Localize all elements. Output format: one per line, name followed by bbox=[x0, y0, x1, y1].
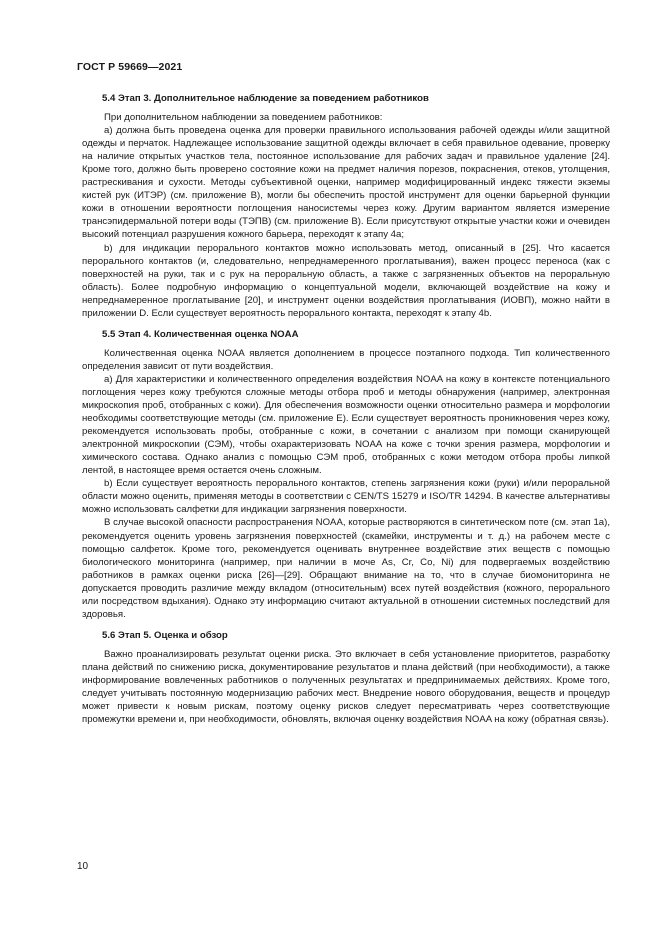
section-heading: 5.5 Этап 4. Количественная оценка NOAA bbox=[102, 328, 299, 340]
document-code: ГОСТ Р 59669—2021 bbox=[77, 61, 183, 73]
paragraph: В случае высокой опасности распространения NOAA, которые растворяются в синтетическом поте (см. этап 1а), рекомендуется оценить уровень загрязнения поверхностей (скамейки, инструменты и т. д.) на рабочем месте с помощью салфеток. Кроме того, рекомендуется оценивать внутреннее воздействие этих веществ с помощью биологического мониторинга (например, при наличии в моче As, Cr, Co, Ni) для подвергаемых воздействию работников в рамках оценки риска [26]—[29]. Обращают внимание на то, что в случае биомониторинга не допускается проводить различие между вкладом (относительным) всех путей воздействия (кожного, перорального или посредством вдыхания). Однако эту информацию считают актуальной в отношении системных последствий для здоровья. bbox=[82, 517, 610, 620]
paragraph: b) Если существует вероятность перорального контактов, степень загрязнения кожи (руки) и/или пероральной области можно оценить, применяя методы в соответствии с CEN/TS 15279 и ISO/TR 14294. В качестве альтернативы можно использовать салфетки для индикации загрязнения поверхности. bbox=[82, 478, 610, 516]
section-heading: 5.6 Этап 5. Оценка и обзор bbox=[102, 629, 228, 641]
paragraph: a) должна быть проведена оценка для проверки правильного использования рабочей одежды и/или защитной одежды и перчаток. Надлежащее использование защитной одежды включает в себя правильное одевание, проверку на наличие открытых участков тела, постоянное использование для рабочих задач и правильное удаление [24]. Кроме того, должно быть проверено состояние кожи на предмет наличия порезов, покраснения, отеков, утолщения, растрескивания и сухости. Методы субъективной оценки, например модифицированный индекс тяжести экземы кистей рук (ИТЭР) (см. приложение В), могли бы обеспечить простой инструмент для оценки барьерной функции кожи в отношении вероятности поглощения наносистемы через кожу. Другим вариантом является измерение трансэпидермальной потери воды (ТЭПВ) (см. приложение В). Если присутствуют открытые участки кожи и очевиден высокий потенциал разрушения кожного барьера, переходят к этапу 4а; bbox=[82, 125, 610, 241]
document-body bbox=[82, 92, 610, 726]
section-5-5 bbox=[82, 328, 610, 621]
section-heading: 5.4 Этап 3. Дополнительное наблюдение за поведением работников bbox=[102, 93, 429, 104]
section-5-6 bbox=[82, 629, 610, 726]
page-number: 10 bbox=[77, 861, 89, 872]
paragraph: При дополнительном наблюдении за поведением работников: bbox=[104, 112, 383, 124]
paragraph: Важно проанализировать результат оценки риска. Это включает в себя установление приоритетов, разработку плана действий по снижению риска, документирование результатов и плана действий (при необходимости), а также информирование вовлеченных работников о полученных результатах и предпринимаемых действиях. Кроме того, следует учитывать постоянную модернизацию рабочих мест. Внедрение нового оборудования, веществ и процедур может привести к новым рискам, поэтому оценку рисков следует пересматривать через соответствующие промежутки времени и, при необходимости, обновлять, включая оценку воздействия NOAA на кожу (обратная связь). bbox=[82, 648, 610, 726]
paragraph: b) для индикации перорального контактов можно использовать метод, описанный в [25]. Что касается перорального контактов (и, следовательно, непреднамеренного проглатывания), важен процесс переноса (как с поверхностей на руки, так и с рук на пероральную область, а также с загрязненных объектов на пероральную область). Более подробную информацию о концептуальной модели, включающей воздействие на кожу и непреднамеренное проглатывание [20], и инструмент оценки воздействия проглатывания (ИОВП), можно найти в приложении D. Если существует вероятность перорального контакта, переходят к этапу 4b. bbox=[82, 242, 610, 319]
section-5-4 bbox=[82, 92, 610, 320]
paragraph: a) Для характеристики и количественного определения воздействия NOAA на кожу в контексте потенциального поглощения через кожу требуются сложные методы отбора проб и методы обнаружения (например, электронная микроскопия проб, отобранных с кожи). Для обеспечения возможности оценки относительно размера и морфологии необходимы соответствующие методы (см. приложение Е). Если существует вероятность проникновения через кожу, рекомендуется использовать пробы, отобранные с кожи, в сочетании с анализом при помощи сканирующей электронной микроскопии (СЭМ), чтобы охарактеризовать NOAA на коже с точки зрения размера, морфологии и химического состава. Однако анализ с помощью СЭМ проб, отобранных с кожи методом отбора пробы липкой лентой, в настоящее время остается очень сложным. bbox=[82, 373, 610, 477]
paragraph: Количественная оценка NOAA является дополнением в процессе поэтапного подхода. Тип количественного определения зависит от пути воздействия. bbox=[82, 347, 610, 372]
